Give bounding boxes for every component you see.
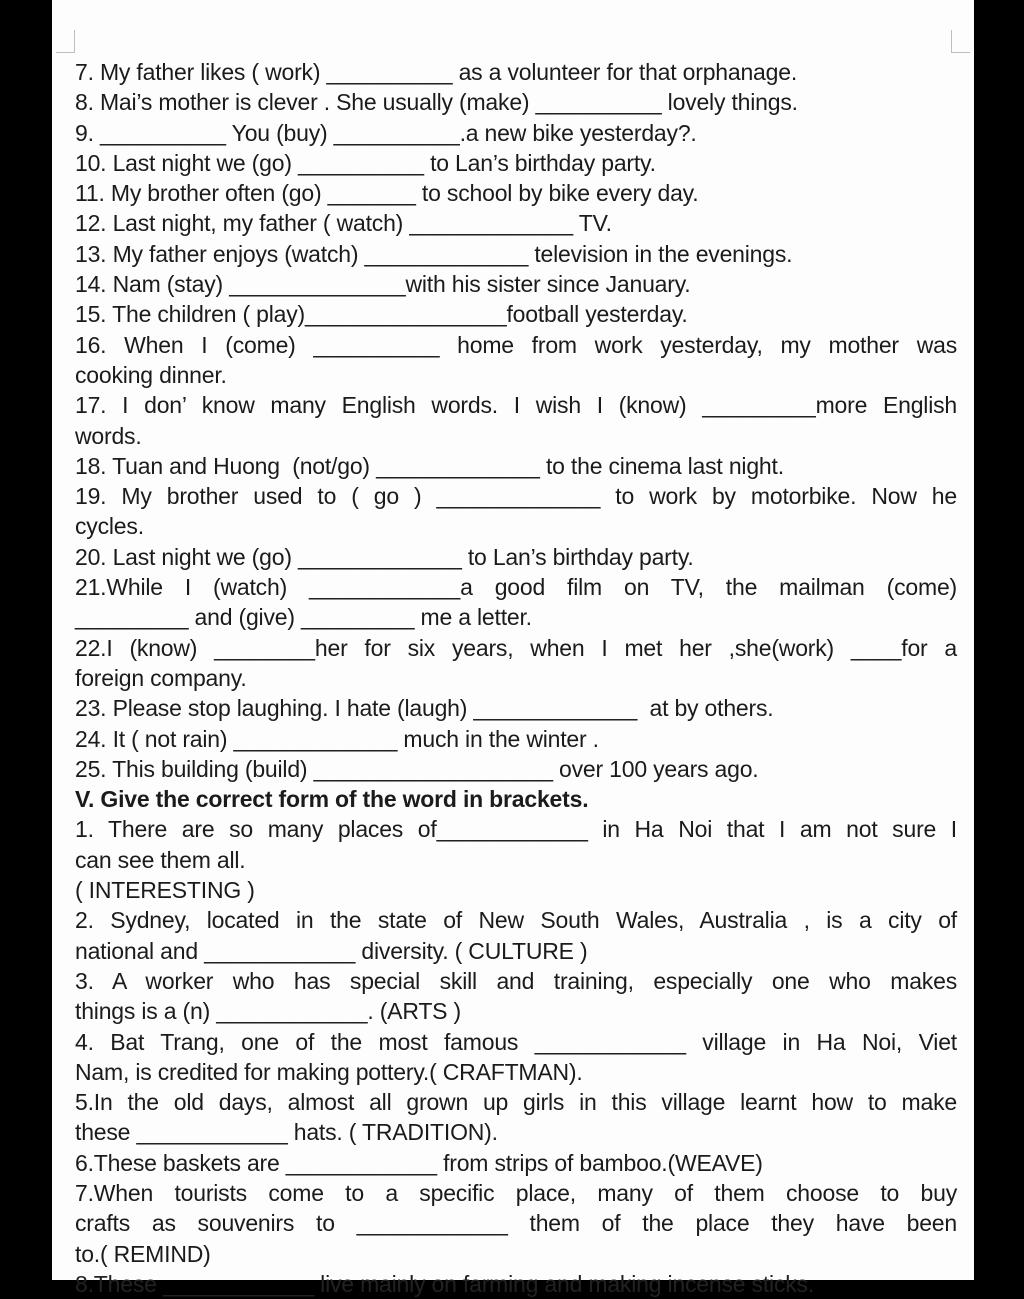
exercise-line: 2. Sydney, located in the state of New South Wales, Australia , is a city of (75, 907, 957, 934)
exercise-line: 22.I (know) ________her for six years, when I met her ,she(work) ____for a (75, 634, 957, 661)
exercise-line: 9. __________ You (buy) __________.a new bike yesterday?. (75, 119, 697, 146)
exercise-line: ( INTERESTING ) (75, 877, 255, 904)
exercise-line: cooking dinner. (75, 361, 227, 388)
exercise-text (75, 57, 957, 1299)
exercise-line: 12. Last night, my father ( watch) _____________ TV. (75, 210, 612, 237)
exercise-line: 11. My brother often (go) _______ to school by bike every day. (75, 180, 699, 207)
exercise-line: 7. My father likes ( work) __________ as a volunteer for that orphanage. (75, 59, 798, 85)
exercise-line: 13. My father enjoys (watch) _____________ television in the evenings. (75, 240, 793, 267)
exercise-line: crafts as souvenirs to ____________ them of the place they have been (75, 1210, 957, 1237)
exercise-line: these ____________ hats. ( TRADITION). (75, 1119, 498, 1146)
page-corner-marker-top-left (56, 30, 75, 53)
exercise-line: 18. Tuan and Huong (not/go) _____________ to the cinema last night. (75, 452, 784, 479)
exercise-line: 14. Nam (stay) ______________with his sister since January. (75, 271, 691, 298)
exercise-line: things is a (n) ____________. (ARTS ) (75, 998, 461, 1025)
exercise-line: cycles. (75, 513, 144, 540)
exercise-line: 10. Last night we (go) __________ to Lan’s birthday party. (75, 149, 656, 176)
exercise-line: 17. I don’ know many English words. I wish I (know) _________more English (75, 392, 957, 419)
exercise-line: words. (75, 422, 142, 449)
exercise-line: 7.When tourists come to a specific place, many of them choose to buy (75, 1179, 957, 1206)
exercise-line: 21.While I (watch) ____________a good film on TV, the mailman (come) (75, 574, 957, 601)
section-heading: V. Give the correct form of the word in brackets. (75, 786, 589, 813)
exercise-line-partial: 8.These ____________ live mainly on farming and making incense sticks. (75, 1270, 815, 1297)
exercise-line: 4. Bat Trang, one of the most famous ____________ village in Ha Noi, Viet (75, 1028, 957, 1055)
exercise-line: national and ____________ diversity. ( CULTURE ) (75, 937, 588, 964)
exercise-line: 6.These baskets are ____________ from strips of bamboo.(WEAVE) (75, 1149, 763, 1176)
exercise-line: 3. A worker who has special skill and training, especially one who makes (75, 967, 957, 994)
exercise-line: 15. The children ( play)________________football yesterday. (75, 301, 688, 328)
exercise-line: Nam, is credited for making pottery.( CRAFTMAN). (75, 1058, 583, 1085)
exercise-line: 20. Last night we (go) _____________ to Lan’s birthday party. (75, 543, 694, 570)
exercise-line: 5.In the old days, almost all grown up girls in this village learnt how to make (75, 1089, 957, 1116)
exercise-line: 8. Mai’s mother is clever . She usually (make) __________ lovely things. (75, 89, 798, 116)
exercise-line: 24. It ( not rain) _____________ much in the winter . (75, 725, 599, 752)
page-corner-marker-top-right (951, 30, 970, 53)
exercise-line: foreign company. (75, 664, 247, 691)
document-page (52, 0, 974, 1297)
exercise-line: to.( REMIND) (75, 1240, 211, 1267)
exercise-line: _________ and (give) _________ me a letter. (75, 604, 532, 631)
exercise-line: 1. There are so many places of____________ in Ha Noi that I am not sure I (75, 816, 957, 843)
exercise-line: 19. My brother used to ( go ) _____________ to work by motorbike. Now he (75, 483, 957, 510)
exercise-line: 16. When I (come) __________ home from work yesterday, my mother was (75, 331, 957, 358)
exercise-line: can see them all. (75, 846, 246, 873)
exercise-line: 25. This building (build) ___________________ over 100 years ago. (75, 755, 759, 782)
exercise-line: 23. Please stop laughing. I hate (laugh) _____________ at by others. (75, 695, 774, 722)
